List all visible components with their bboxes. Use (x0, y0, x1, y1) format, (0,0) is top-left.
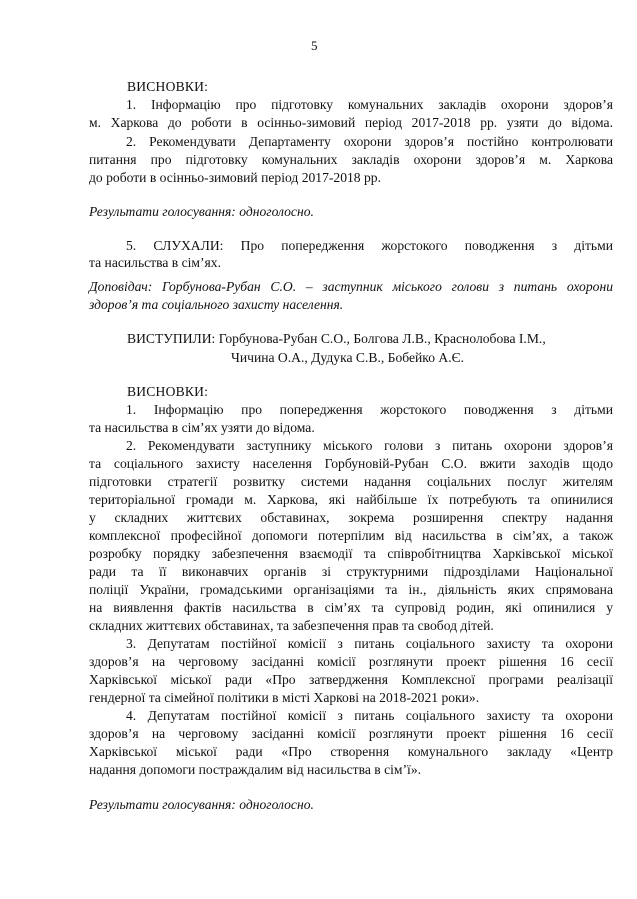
paragraph-line: 4. Депутатам постійної комісії з питань соціального захисту та охорони (126, 708, 613, 723)
page-number: 5 (311, 38, 318, 53)
agenda-item-line: 5. СЛУХАЛИ: Про попередження жорстокого поводження з дітьми (126, 238, 613, 253)
paragraph-line: на виявлення фактів насильства в сім’ях та супровід родин, які опинилися у (89, 600, 613, 615)
paragraph-line: 1. Інформацію про попередження жорстокого поводження з дітьми (126, 402, 613, 417)
paragraph-line: Харківської міської ради «Про затвердження Комплексної програми реалізації (89, 672, 613, 687)
paragraph-line: 1. Інформацію про підготовку комунальних закладів охорони здоров’я (126, 97, 613, 112)
paragraph-line: територіальної громади м. Харкова, які найбільше їх потребують та опинилися (89, 492, 613, 507)
paragraph-line: у складних життєвих обставинах, зокрема розширення спектру надання (89, 510, 613, 525)
vote-result: Результати голосування: одноголосно. (89, 204, 314, 219)
paragraph-line: ради та її виконавчих органів зі структурними підрозділами Національної (89, 564, 613, 579)
paragraph-line: комплексної професійної допомоги потерпілим від насильства в сім’ях, а також (89, 528, 613, 543)
paragraph-line: Харківської міської ради «Про створення комунального закладу «Центр (89, 744, 613, 759)
paragraph-line: складних життєвих обставинах, та забезпечення прав та свобод дітей. (89, 618, 494, 633)
speakers-line: ВИСТУПИЛИ: Горбунова-Рубан С.О., Болгова Л.В., Краснолобова І.М., (127, 331, 546, 346)
paragraph-line: м. Харкова до роботи в осінньо-зимовий період 2017-2018 рр. узяти до відома. (89, 115, 613, 130)
paragraph-line: здоров’я на черговому засіданні комісії розглянути проект рішення 16 сесії (89, 654, 613, 669)
vote-result: Результати голосування: одноголосно. (89, 797, 314, 812)
speaker-line: здоров’я та соціального захисту населення. (89, 297, 344, 312)
paragraph-line: надання допомоги постраждалим від насильства в сім’ї». (89, 762, 422, 777)
agenda-item-line: та насильства в сім’ях. (89, 255, 221, 270)
paragraph-line: до роботи в осінньо-зимовий період 2017-2018 рр. (89, 170, 381, 185)
paragraph-line: гендерної та сімейної політики в місті Харкові на 2018-2021 роки». (89, 690, 480, 705)
paragraph-line: 2. Рекомендувати заступнику міського голови з питань охорони здоров’я (126, 438, 613, 453)
paragraph-line: 3. Депутатам постійної комісії з питань соціального захисту та охорони (126, 636, 613, 651)
conclusions-heading-2: ВИСНОВКИ: (127, 384, 209, 399)
paragraph-line: підготовки стратегії розвитку системи надання соціальних послуг жителям (89, 474, 613, 489)
paragraph-line: здоров’я на черговому засіданні комісії розглянути проект рішення 16 сесії (89, 726, 613, 741)
paragraph-line: 2. Рекомендувати Департаменту охорони здоров’я постійно контролювати (126, 134, 613, 149)
conclusions-heading-1: ВИСНОВКИ: (127, 79, 209, 94)
paragraph-line: розробку порядку забезпечення взаємодії та співробітництва Харківської міської (89, 546, 613, 561)
speakers-line: Чичина О.А., Дудука С.В., Бобейко А.Є. (231, 350, 464, 365)
speaker-line: Доповідач: Горбунова-Рубан С.О. – заступник міського голови з питань охорони (89, 279, 613, 294)
paragraph-line: поліції України, громадськими організаціями та ін., діяльність яких спрямована (89, 582, 613, 597)
paragraph-line: питання про підготовку комунальних закладів охорони здоров’я м. Харкова (89, 152, 613, 167)
paragraph-line: та насильства в сім’ях узяти до відома. (89, 420, 315, 435)
paragraph-line: та соціального захисту населення Горбуновій-Рубан С.О. вжити заходів щодо (89, 456, 613, 471)
